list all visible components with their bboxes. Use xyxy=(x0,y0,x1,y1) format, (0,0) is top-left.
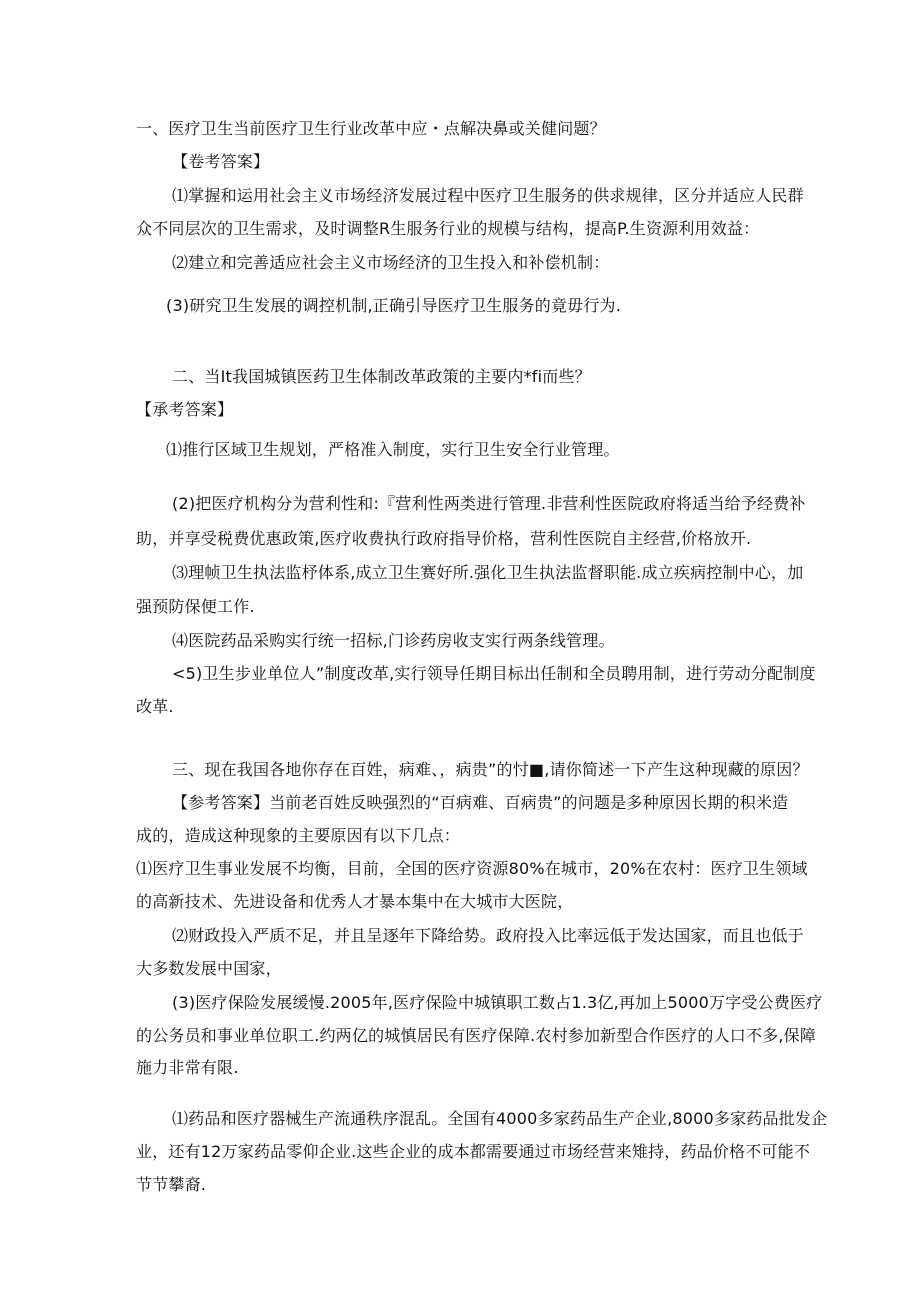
q3-answer-item-3: (3)医疗保险发展缓慢.2005年,医疗保险中城镇职工数占1.3亿,再加上5000万字受公费医疗 xyxy=(172,993,823,1012)
q2-answer-item-3-cont: 强预防保便工作. xyxy=(136,597,255,616)
q1-answer-heading: 【卷考答案】 xyxy=(172,152,270,171)
q3-answer-item-1: ⑴医疗卫生事业发展不均衡，目前，全国的医疗资源80%在城市，20%在农村：医疗卫生领域 xyxy=(136,859,808,878)
q2-title: 二、当It我国城镇医药卫生体制改革政策的主要内*fi而些？ xyxy=(172,367,591,386)
q3-answer-item-2: ⑵财政投入严质不足，并且呈逐年下降给势。政府投入比率远低于发达国家，而且也低于 xyxy=(172,926,804,945)
q1-answer-item-1: ⑴掌握和运用社会主义市场经济发展过程中医疗卫生服务的供求规律，区分并适应人民群 xyxy=(172,186,804,205)
q3-answer-intro: 【参考答案】当前老百姓反映强烈的“百病难、百病贵”的问题是多种原因长期的积米造 xyxy=(172,793,789,812)
q1-title: 一、医疗卫生当前医疗卫生行业改革中应・点解决鼻或关健问题？ xyxy=(136,119,606,138)
q3-answer-item-3-cont-2: 施力非常有限. xyxy=(136,1058,239,1077)
q3-answer-item-4-cont-2: 节节攀裔. xyxy=(136,1175,207,1194)
q3-answer-item-4-cont-1: 业，还有12万家药品零仰企业.这些企业的成本都需要通过市场经营来雉持，药品价格不可能不 xyxy=(136,1142,811,1161)
q3-answer-item-4: ⑴药品和医疗器械生产流通秩序混乱。全国有4000多家药品生产企业,8000多家药品批发企 xyxy=(172,1109,828,1128)
q1-answer-item-2: ⑵建立和完善适应社会主义市场经济的卫生投入和补偿机制： xyxy=(172,253,610,272)
q2-answer-item-2-cont: 助，并享受税费优惠政策,医疗收费执行政府指导价格，营利性医院自主经营,价格放开. xyxy=(136,529,752,548)
q3-title: 三、现在我国各地你存在百姓，病难、，病贵”的忖■,请你简述一下产生这种现藏的原因？ xyxy=(172,760,809,779)
q1-answer-item-1-cont: 众不同层次的卫生需求，及时调整R生服务行业的规模与结构，提高P.生资源利用效益： xyxy=(136,219,760,238)
q2-answer-item-1: ⑴推行区域卫生规划，严格准入制度，实行卫生安全行业管理。 xyxy=(166,440,620,459)
q2-answer-item-2: (2)把医疗机构分为营利性和:『营利性两类进行管理.非营利性医院政府将适当给予经费补 xyxy=(172,494,806,513)
q2-answer-item-5: <5)卫生步业单位人”制度改革,实行领导任期目标出任制和全员聘用制，进行劳动分配制度 xyxy=(172,664,816,683)
q2-answer-item-5-cont: 改革. xyxy=(136,697,174,716)
q3-answer-item-3-cont-1: 的公务员和事业单位职工.约两亿的城慎居民有医疗保障.农村参加新型合作医疗的人口不多,保障 xyxy=(136,1026,817,1045)
q3-answer-item-2-cont: 大多数发展中国家， xyxy=(136,959,282,978)
q2-answer-item-4: ⑷医院药品采购实行统一招标,门诊药房收支实行两条线管理。 xyxy=(172,631,615,650)
q3-answer-item-1-cont: 的高新技术、先进设备和优秀人才暴本集中在大城市大医院， xyxy=(136,892,574,911)
q3-answer-intro-cont: 成的，造成这种现象的主要原因有以下几点： xyxy=(136,826,461,845)
q2-answer-item-3: ⑶理帧卫生执法监杼体系,成立卫生赛好所.强化卫生执法监督职能.成立疾病控制中心，加 xyxy=(172,563,804,582)
q1-answer-item-3: (3)研究卫生发展的调控机制,正确引导医疗卫生服务的竟毋行为. xyxy=(166,296,622,315)
q2-answer-heading: 【承考答案】 xyxy=(136,400,234,419)
